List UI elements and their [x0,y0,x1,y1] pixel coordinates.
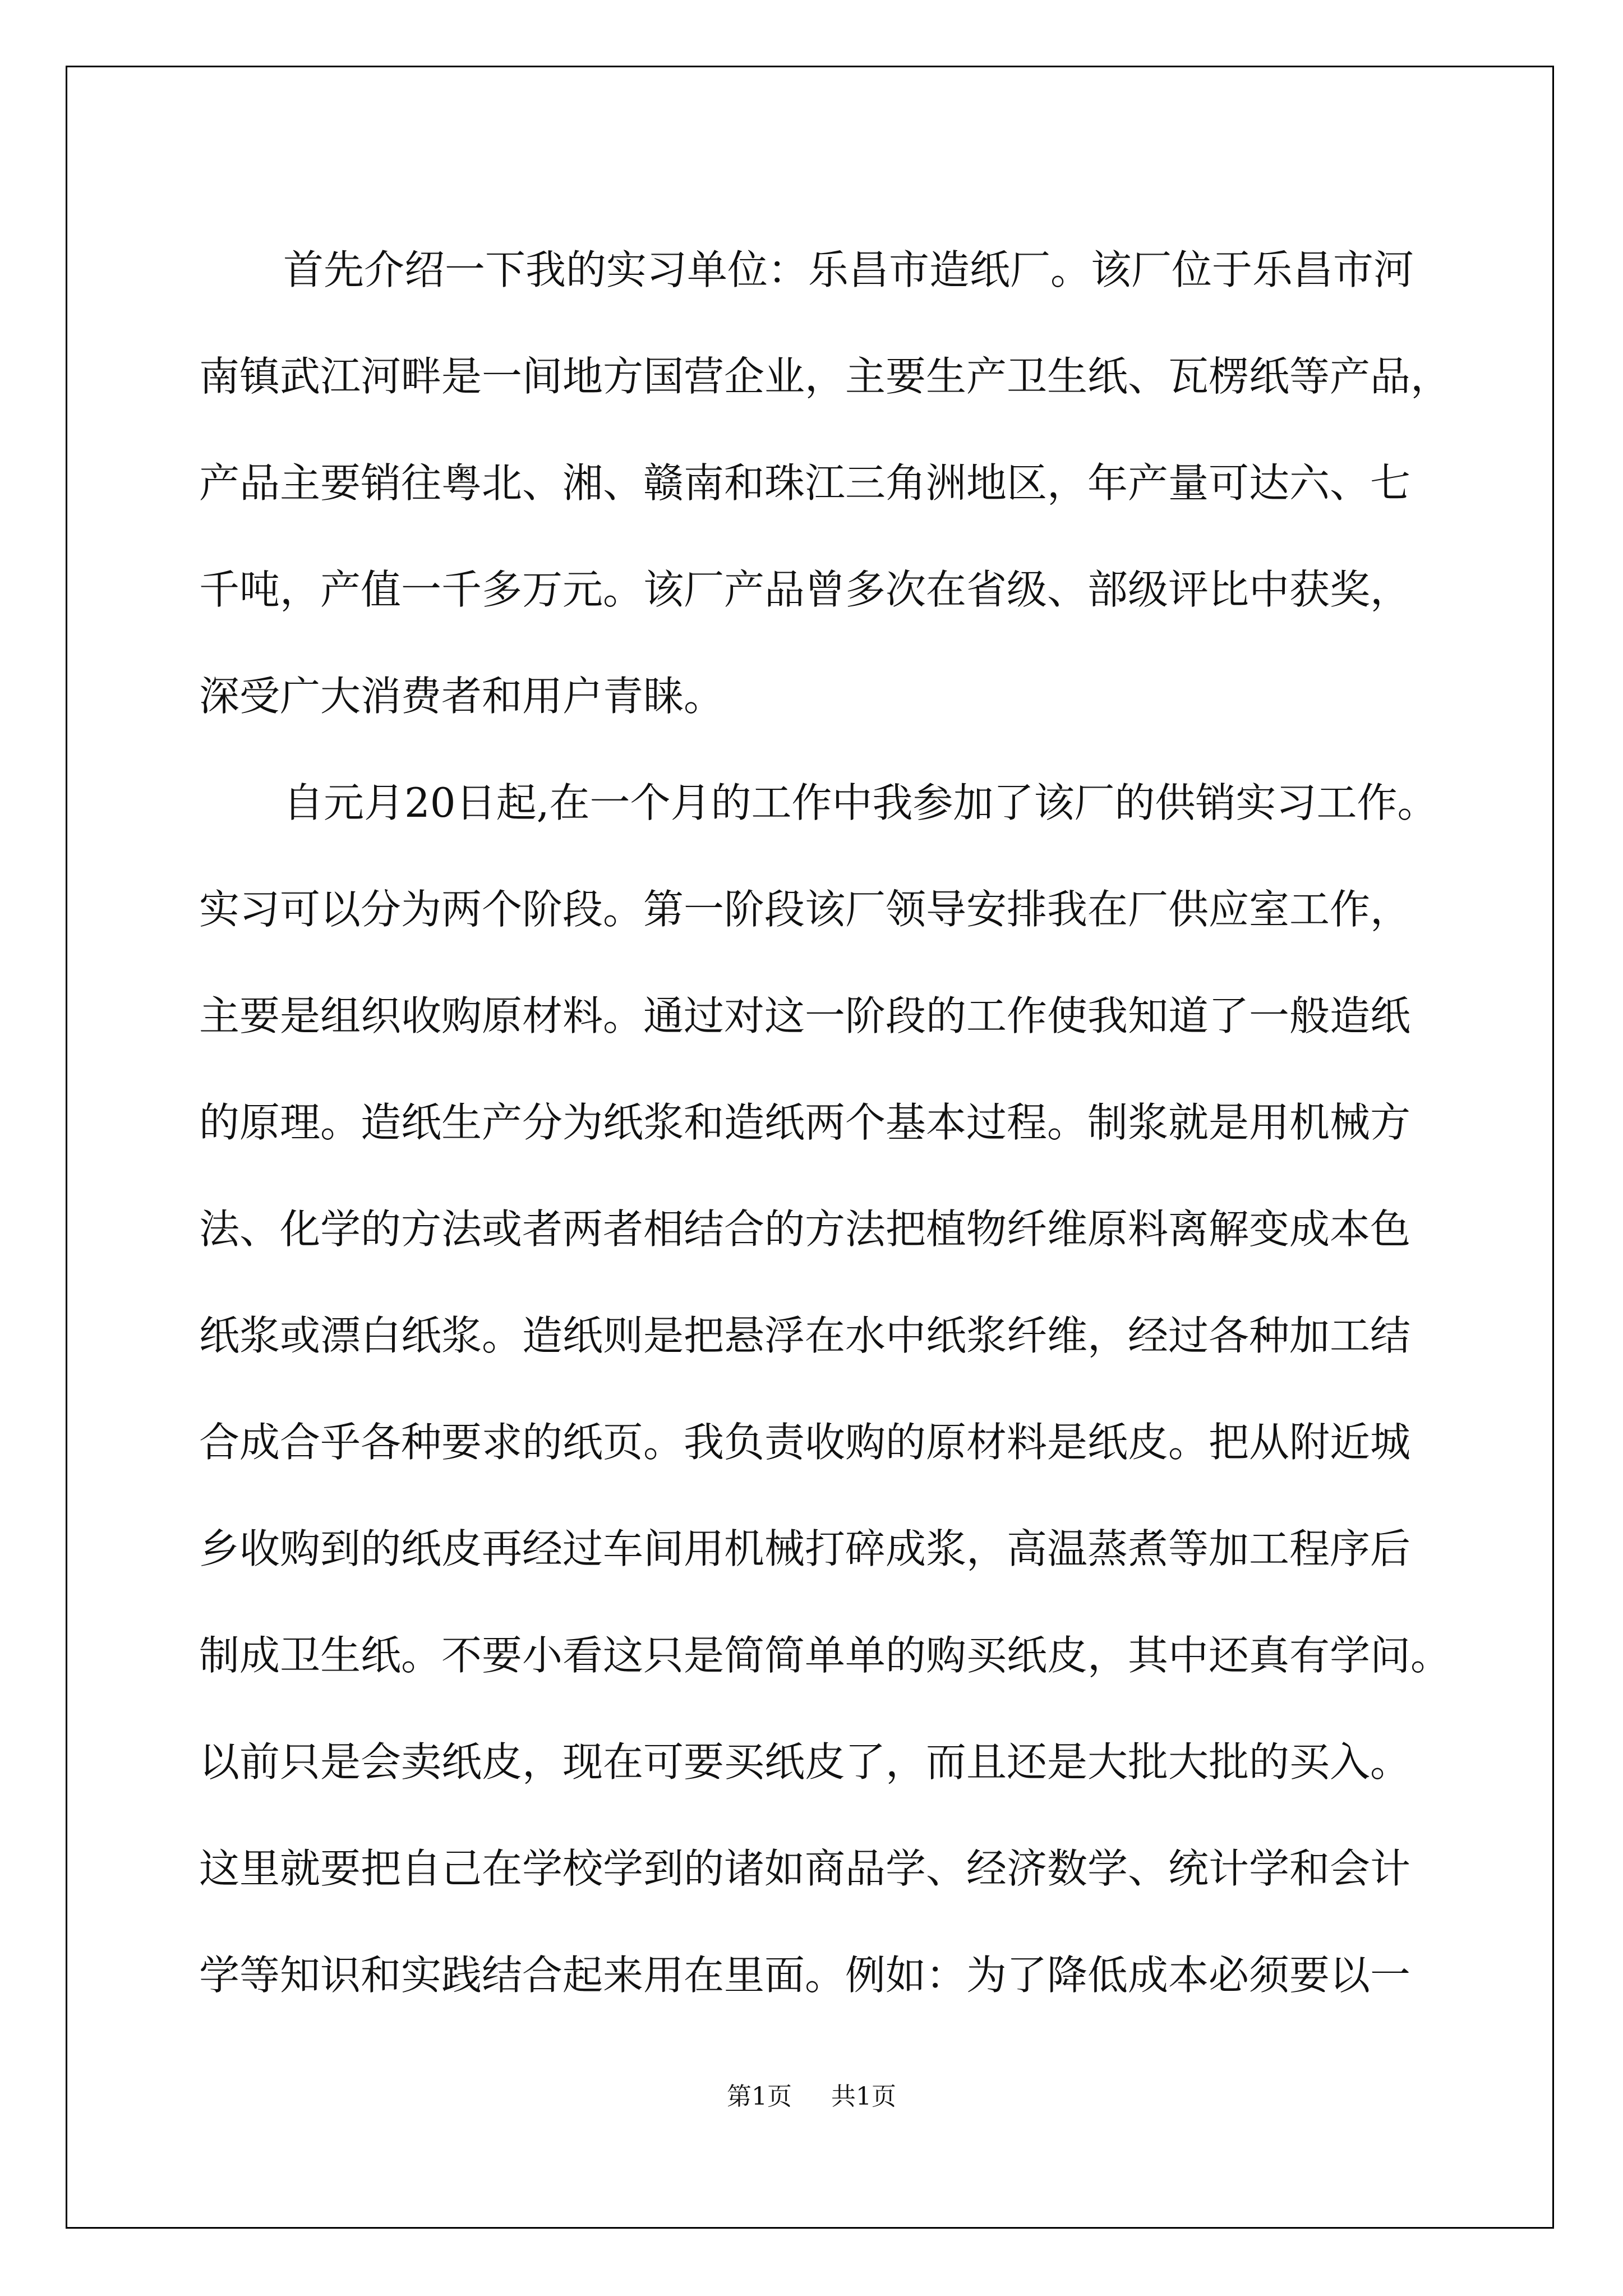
paragraph-2-line-4: 的原理。造纸生产分为纸浆和造纸两个基本过程。制浆就是用机械方 [199,1099,1411,1146]
paragraph-2-line-7: 合成合乎各种要求的纸页。我负责收购的原材料是纸皮。把从附近城 [199,1419,1411,1466]
document-body [199,217,1451,2028]
paragraph-2-line-3: 主要是组织收购原材料。通过对这一阶段的工作使我知道了一般造纸 [199,992,1411,1039]
paragraph-2-line-12: 学等知识和实践结合起来用在里面。例如：为了降低成本必须要以一 [199,1952,1411,1999]
paragraph-2-line-5: 法、化学的方法或者两者相结合的方法把植物纤维原料离解变成本色 [199,1205,1411,1253]
paragraph-2-line-1: 自元月20日起,在一个月的工作中我参加了该厂的供销实习工作。 [283,779,1438,826]
paragraph-2-line-2: 实习可以分为两个阶段。第一阶段该厂领导安排我在厂供应室工作， [199,886,1411,933]
page-number-current: 第1页 [727,2082,792,2111]
paragraph-1-line-5: 深受广大消费者和用户青睐。 [199,673,725,720]
page-number-total: 共1页 [831,2082,896,2111]
paragraph-2-line-11: 这里就要把自己在学校学到的诸如商品学、经济数学、统计学和会计 [199,1845,1411,1892]
paragraph-2-line-9: 制成卫生纸。不要小看这只是简简单单的购买纸皮，其中还真有学问。 [199,1632,1451,1679]
paragraph-2-line-10: 以前只是会卖纸皮，现在可要买纸皮了，而且还是大批大批的买入。 [199,1738,1411,1786]
page-footer [0,2080,1623,2114]
paragraph-1-line-4: 千吨，产值一千多万元。该厂产品曾多次在省级、部级评比中获奖， [199,566,1411,613]
paragraph-2-line-6: 纸浆或漂白纸浆。造纸则是把悬浮在水中纸浆纤维，经过各种加工结 [199,1312,1411,1359]
paragraph-2-line-8: 乡收购到的纸皮再经过车间用机械打碎成浆，高温蒸煮等加工程序后 [199,1525,1411,1572]
paragraph-1-line-2: 南镇武江河畔是一间地方国营企业，主要生产卫生纸、瓦楞纸等产品， [199,353,1451,400]
paragraph-1-line-3: 产品主要销往粤北、湘、赣南和珠江三角洲地区，年产量可达六、七 [199,459,1411,507]
paragraph-1-line-1: 首先介绍一下我的实习单位：乐昌市造纸厂。该厂位于乐昌市河 [283,246,1414,293]
